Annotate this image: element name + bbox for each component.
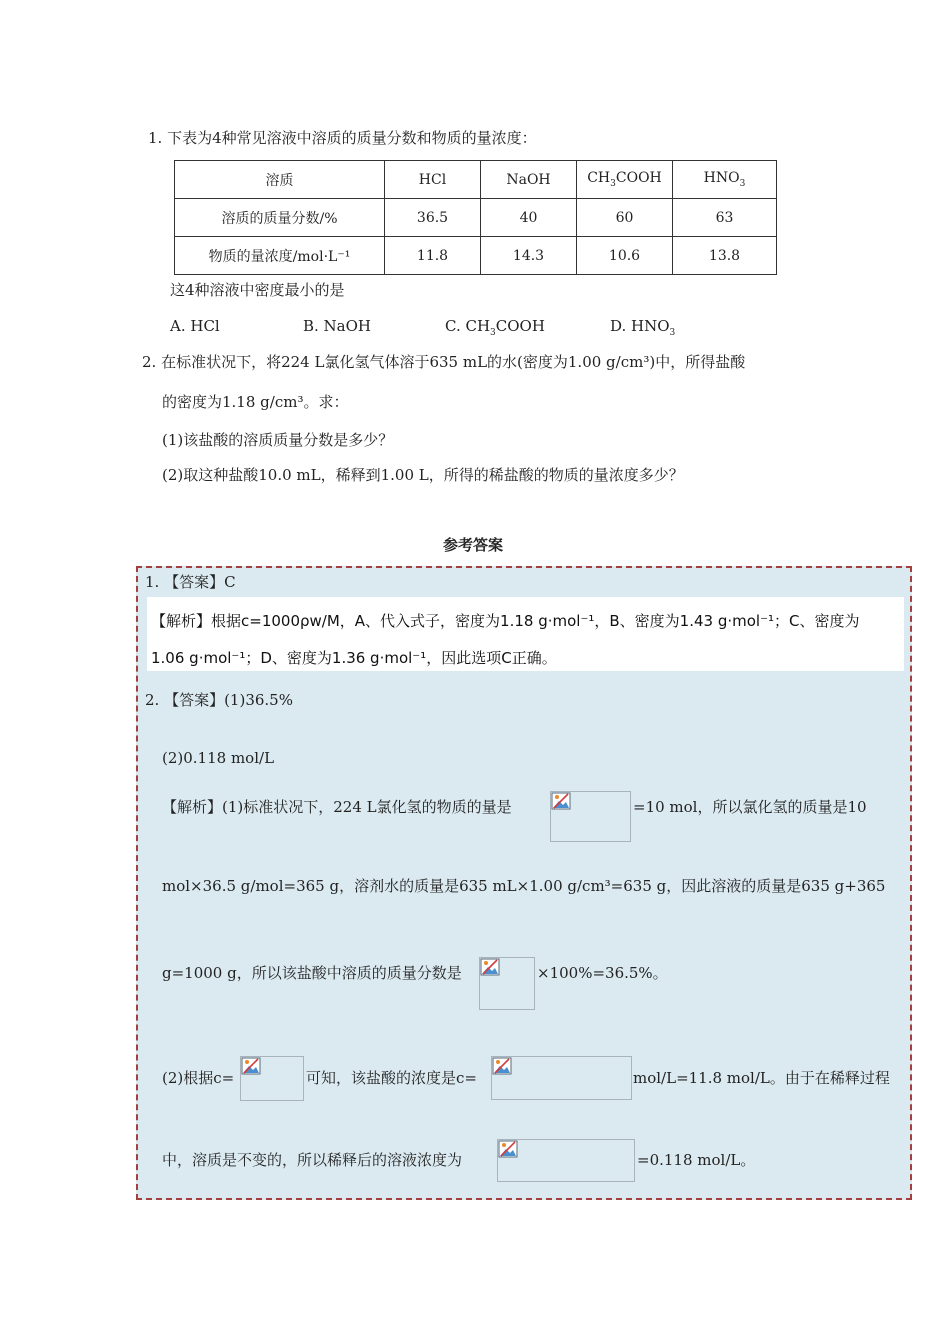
q2-sub1: (1)该盐酸的溶质质量分数是多少？ <box>162 431 394 449</box>
answers-title: 参考答案 <box>443 536 504 554</box>
q2-sub2: (2)取这种盐酸10.0 mL，稀释到1.00 L，所得的稀盐酸的物质的量浓度多少？ <box>162 466 684 484</box>
table-cell: 溶质的质量分数/% <box>175 199 385 237</box>
broken-image-icon <box>241 1057 261 1075</box>
a2-exp2: mol×36.5 g/mol=365 g，溶剂水的质量是635 mL×1.00 g/cm³=635 g，因此溶液的质量是635 g+365 <box>162 877 886 895</box>
table-row <box>175 161 777 199</box>
formula-image <box>491 1056 632 1100</box>
option-c: C. $CH_3COOH$ <box>445 317 545 338</box>
table-cell: 溶质 <box>175 161 385 199</box>
table-cell: $HNO_3$ <box>673 161 777 199</box>
formula-image <box>497 1139 635 1182</box>
formula-image <box>550 791 631 842</box>
option-a: A. HCl <box>170 317 220 335</box>
formula-image <box>479 957 535 1010</box>
q1-stem: 1. 下表为4种常见溶液中溶质的质量分数和物质的量浓度： <box>148 129 537 147</box>
a1-answer: 1. 【答案】C <box>145 573 236 591</box>
option-d: D. $HNO_3$ <box>610 317 676 338</box>
table-cell: 10.6 <box>577 237 673 275</box>
a2-exp4-a: (2)根据c= <box>162 1069 235 1087</box>
table-cell: HCl <box>385 161 481 199</box>
a2-exp3-post: ×100%=36.5%。 <box>537 964 668 982</box>
table-cell: 60 <box>577 199 673 237</box>
option-b: B. NaOH <box>303 317 372 335</box>
table-cell: 14.3 <box>481 237 577 275</box>
table-cell: 11.8 <box>385 237 481 275</box>
table-row <box>175 199 777 237</box>
q1-question: 这4种溶液中密度最小的是 <box>170 281 345 299</box>
table-cell: $CH_3COOH$ <box>577 161 673 199</box>
a2-exp5-pre: 中，溶质是不变的，所以稀释后的溶液浓度为 <box>162 1151 463 1169</box>
a2-exp3-pre: g=1000 g，所以该盐酸中溶质的质量分数是 <box>162 964 462 982</box>
broken-image-icon <box>498 1140 518 1158</box>
a2-exp4-b: 可知，该盐酸的浓度是c= <box>306 1069 477 1087</box>
table-cell: 40 <box>481 199 577 237</box>
broken-image-icon <box>492 1057 512 1075</box>
a2-exp1-pre: 【解析】(1)标准状况下，224 L氯化氢的物质的量是 <box>162 798 512 816</box>
broken-image-icon <box>551 792 571 810</box>
broken-image-icon <box>480 958 500 976</box>
solution-table <box>174 160 777 275</box>
a2-answer: 2. 【答案】(1)36.5% <box>145 691 293 709</box>
q2-line2: 的密度为1.18 g/cm³。求： <box>162 393 349 411</box>
a2-exp5-post: =0.118 mol/L。 <box>637 1151 756 1169</box>
q2-line1: 2. 在标准状况下，将224 L氯化氢气体溶于635 mL的水(密度为1.00 g/cm³)中，所得盐酸 <box>142 353 746 371</box>
a2-exp1-post: =10 mol，所以氯化氢的质量是10 <box>633 798 867 816</box>
table-cell: 13.8 <box>673 237 777 275</box>
table-cell: 63 <box>673 199 777 237</box>
table-row <box>175 237 777 275</box>
a1-explanation-line1: 【解析】根据c=1000ρw/M，A、代入式子，密度为1.18 g·mol⁻¹，B、密度为1.43 g·mol⁻¹；C、密度为 <box>151 612 860 630</box>
table-cell: NaOH <box>481 161 577 199</box>
a2-part2: (2)0.118 mol/L <box>162 749 275 767</box>
formula-image <box>240 1056 304 1101</box>
table-cell: 36.5 <box>385 199 481 237</box>
a1-explanation-line2: 1.06 g·mol⁻¹；D、密度为1.36 g·mol⁻¹，因此选项C正确。 <box>151 649 557 667</box>
a2-exp4-c: mol/L=11.8 mol/L。由于在稀释过程 <box>633 1069 890 1087</box>
table-cell: 物质的量浓度/mol·L⁻¹ <box>175 237 385 275</box>
